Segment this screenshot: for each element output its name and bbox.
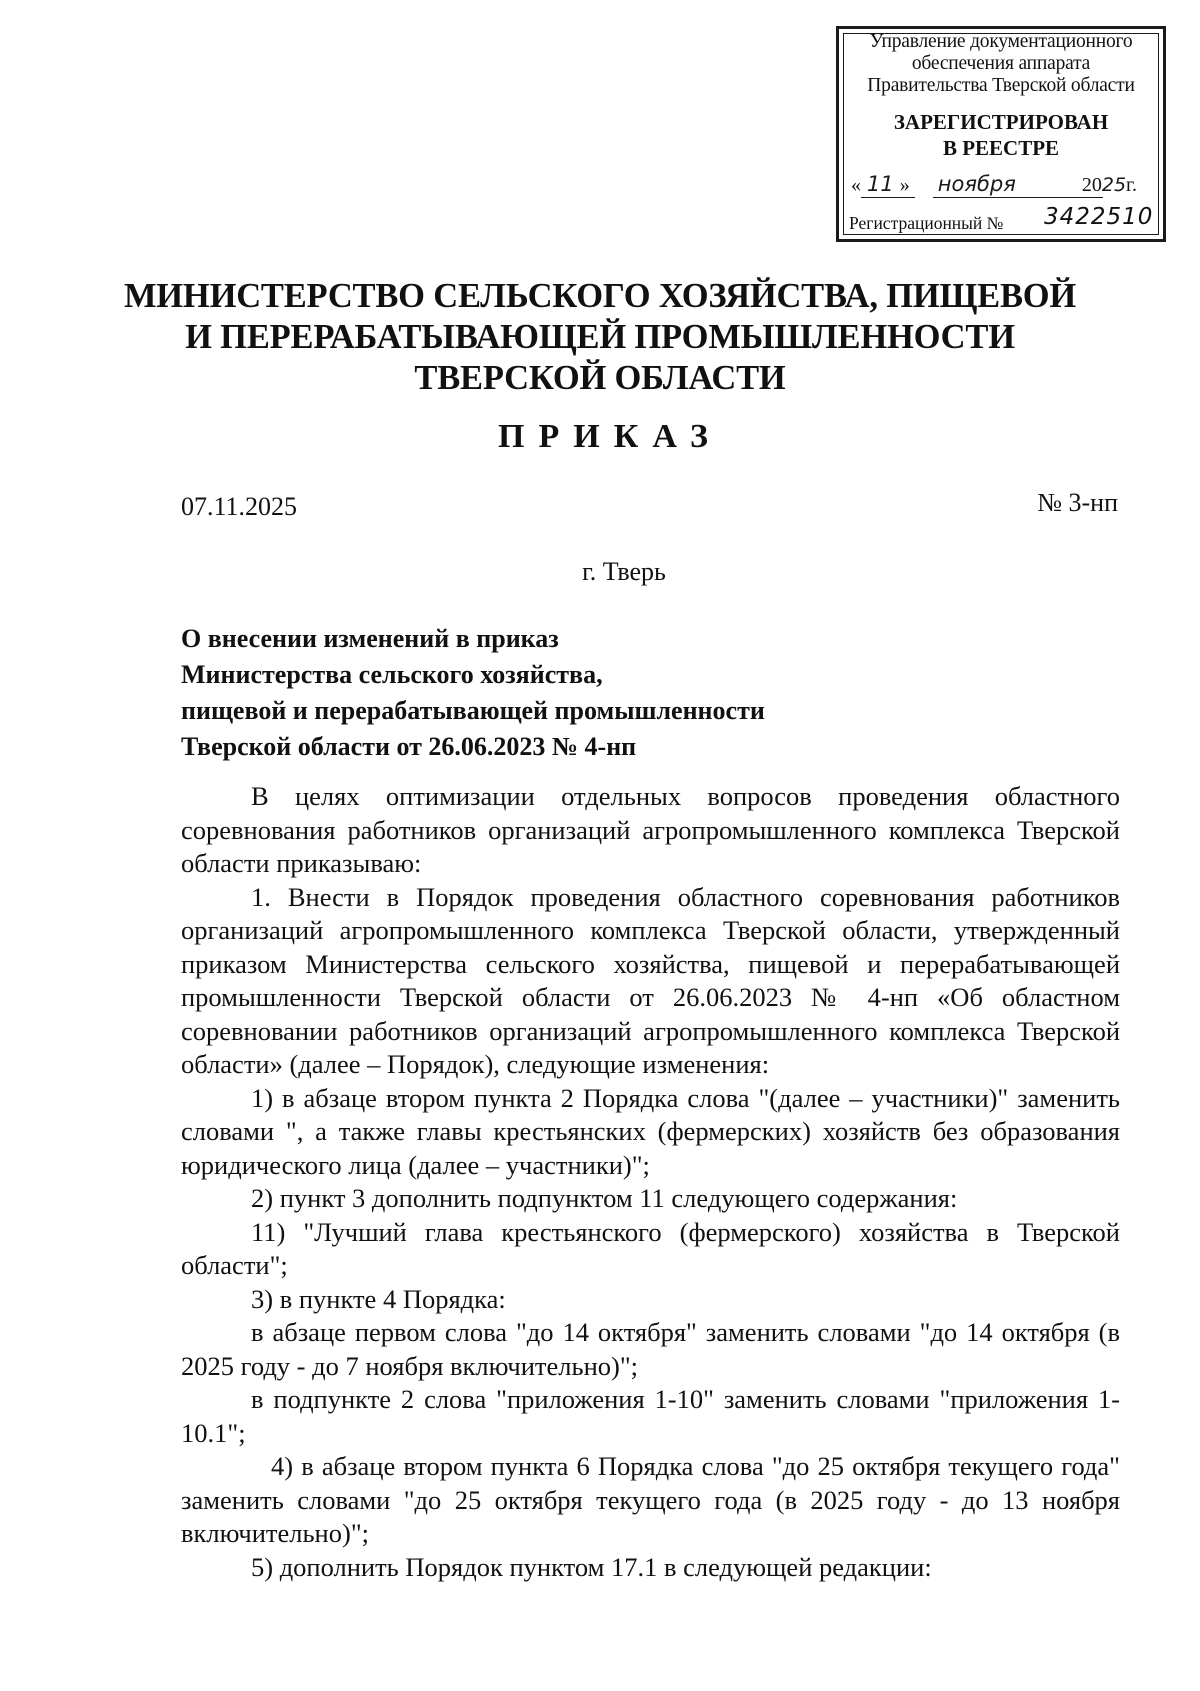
document-type: ПРИКАЗ xyxy=(498,418,722,455)
ministry-title xyxy=(0,276,1200,399)
stamp-date-year-unit: г. xyxy=(1126,174,1137,196)
document-date: 07.11.2025 xyxy=(181,492,298,521)
ministry-title-line-3: ТВЕРСКОЙ ОБЛАСТИ xyxy=(414,359,786,397)
stamp-month-underline xyxy=(933,197,1103,198)
stamp-date-day: 11 xyxy=(867,172,894,196)
document-subject xyxy=(181,621,765,765)
document-body xyxy=(181,780,1120,1584)
stamp-dept-line-2: обеспечения аппарата xyxy=(911,53,1091,74)
stamp-day-underline xyxy=(861,197,915,198)
stamp-date-close-quote: » xyxy=(899,174,910,196)
subject-line-4: Тверской области от 26.06.2023 № 4-нп xyxy=(181,732,637,761)
stamp-date-month: ноября xyxy=(937,172,1016,196)
ministry-title-line-1: МИНИСТЕРСТВО СЕЛЬСКОГО ХОЗЯЙСТВА, ПИЩЕВОЙ xyxy=(123,277,1077,315)
stamp-reg-underline xyxy=(1039,234,1157,235)
body-paragraph-item-1: 1. Внести в Порядок проведения областного соревнования работников организаций агропромышленного комплекса Тверской области, утвержденный приказом Министерства сельского хозяйства, пищевой и перерабатывающей промышленности Тверской области от 26.06.2023 № 4-нп «Об областном соревновании работников организаций агропромышленного комплекса Тверской области» (далее – Порядок), следующие изменения: xyxy=(181,881,1120,1079)
stamp-dept-line-3: Правительства Тверской области xyxy=(867,75,1135,96)
stamp-date xyxy=(851,173,1155,201)
subject-line-3: пищевой и перерабатывающей промышленности xyxy=(181,696,765,725)
stamp-status-line-1: ЗАРЕГИСТРИРОВАН xyxy=(893,110,1109,134)
body-paragraph-subitem-1: 1) в абзаце втором пункта 2 Порядка слова "(далее – участники)" заменить словами ", а также главы крестьянских (фермерских) хозяйств без образования юридического лица (далее – участники)"; xyxy=(181,1082,1120,1180)
subject-line-1: О внесении изменений в приказ xyxy=(181,624,559,653)
stamp-reg-label: Регистрационный № xyxy=(849,213,1004,233)
stamp-reg-number: 3422510 xyxy=(1044,204,1154,230)
stamp-dept-line-1: Управление документационного xyxy=(869,31,1133,52)
body-paragraph-preamble: В целях оптимизации отдельных вопросов проведения областного соревнования работников организаций агропромышленного комплекса Тверской области приказываю: xyxy=(181,781,1120,878)
body-paragraph-subitem-2: 2) пункт 3 дополнить подпунктом 11 следующего содержания: xyxy=(251,1183,958,1213)
document-city: г. Тверь xyxy=(582,557,666,586)
stamp-registration-number xyxy=(849,204,1155,234)
stamp-date-year-suffix: 25 xyxy=(1101,174,1127,196)
ministry-title-line-2: И ПЕРЕРАБАТЫВАЮЩЕЙ ПРОМЫШЛЕННОСТИ xyxy=(185,318,1015,356)
body-paragraph-subitem-4: 4) в абзаце втором пункта 6 Порядка слова "до 25 октября текущего года" заменить словами "до 25 октября текущего года (в 2025 году - до 13 ноября включительно)"; xyxy=(181,1451,1120,1548)
body-paragraph-subitem-11: 11) "Лучший глава крестьянского (фермерского) хозяйства в Тверской области"; xyxy=(181,1216,1120,1280)
stamp-status-line-2: В РЕЕСТРЕ xyxy=(942,136,1060,160)
stamp-date-year-prefix: 20 xyxy=(1081,174,1102,196)
body-paragraph-podpunkt-2: в подпункте 2 слова "приложения 1-10" заменить словами "приложения 1-10.1"; xyxy=(181,1384,1120,1448)
registration-stamp xyxy=(836,26,1166,242)
stamp-date-open-quote: « xyxy=(851,174,861,196)
document-number: № 3-нп xyxy=(1037,488,1118,517)
body-paragraph-subitem-5: 5) дополнить Порядок пунктом 17.1 в следующей редакции: xyxy=(251,1551,932,1582)
body-paragraph-abzac-1: в абзаце первом слова "до 14 октября" заменить словами "до 14 октября (в 2025 году - до 7 ноября включительно)"; xyxy=(181,1317,1120,1381)
body-paragraph-subitem-3: 3) в пункте 4 Порядка: xyxy=(251,1283,506,1314)
subject-line-2: Министерства сельского хозяйства, xyxy=(181,660,603,689)
